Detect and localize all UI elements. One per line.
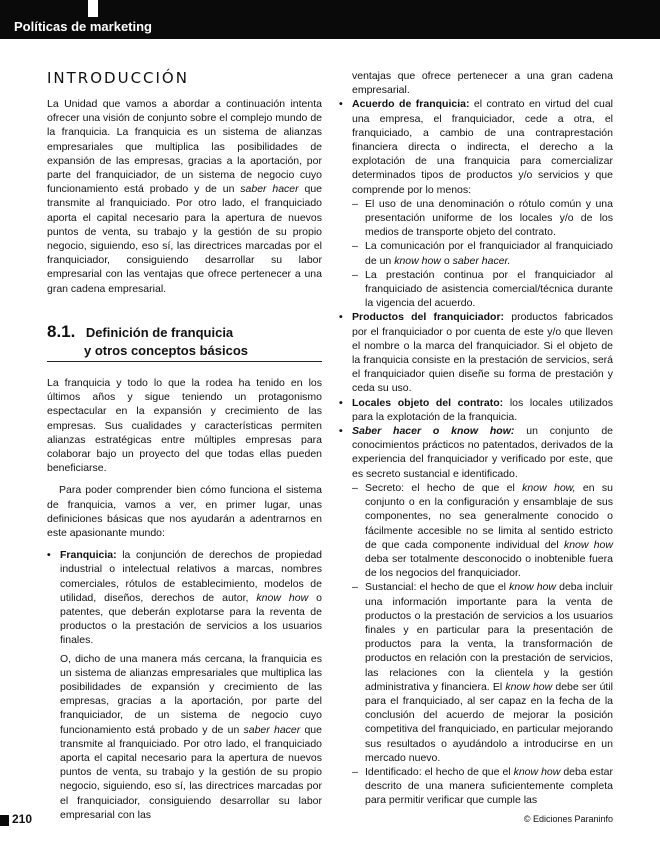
right-body-column [339, 69, 613, 808]
saber-hacer-sublist [352, 481, 613, 808]
definition-locales: • Locales objeto del contrato: los locales utilizados para la explotación de la franquicia. [339, 396, 613, 424]
saber-item-sustancial: – Sustancial: el hecho de que el know how deba incluir una información importante para la venta de productos o la prestación de servicios a los usuarios finales y en particular para la presentación de productos para la venta, la transformación de productos en relación con la prestación de servicios, las relaciones con la clientela y la gestión administrativa y financiera. El know how debe ser útil para el franquiciado, al ser capaz en la fecha de la conclusión del acuerdo de mejorar la posición competitiva del franquiciado, en particular mejorando sus resultados o ayudándolo a introducirse en un mercado nuevo. [352, 580, 613, 765]
publisher-credit: © Ediciones Paraninfo [523, 814, 613, 824]
section-number: 8.1. [47, 322, 76, 341]
saber-item-secreto: – Secreto: el hecho de que el know how, en su conjunto o en la configuración y ensamblaje de sus componentes, no sea generalmente conocido o fácilmente accesible no se limita al sentido estricto de que cada componente individual del know how deba ser totalmente desconocido o inobtenible fuera de los negocios del franquiciador. [352, 481, 613, 580]
definition-saber-hacer: • Saber hacer o know how: un conjunto de conocimientos prácticos no patentados, derivados de la experiencia del franquiciador y verificado por este, que es secreto sustancial e identificado. – Secreto: el hecho de que el know how, en su conjunto o en la configuración y ensamblaje de sus componentes, no sea generalmente conocido o fácilmente accesible no se limita al sentido estricto de que cada componente individual del know how deba ser totalmente desconocido o inobtenible fuera de los negocios del franquiciador. – Sustancial: el hecho de que el know how deba incluir una información importante para la venta de productos o la prestación de servicios a los usuarios finales y en particular para la presentación de productos para la venta, la transformación de productos en relación con la prestación de servicios, las relaciones con la clientela y la gestión administrativa y financiera. El know how debe ser útil para el franquiciado, al ser capaz en la fecha de la conclusión del acuerdo de mejorar la posición competitiva del franquiciado, en particular mejorando sus resultados o ayudándolo a introducirse en un mercado nuevo. – Identificado: el hecho de que el know how deba estar descrito de una manera suficientemente completa para permitir verificar que cumple las [339, 424, 613, 807]
definitions-list-left [47, 548, 322, 822]
footer-marker [0, 815, 9, 826]
left-body-column [47, 376, 322, 822]
intro-heading: INTRODUCCIÓN [47, 69, 189, 87]
section-title-line2: y otros conceptos básicos [84, 343, 248, 358]
saber-item-identificado: – Identificado: el hecho de que el know how deba estar descrito de una manera suficientemente completa para permitir verificar que cumple las [352, 765, 613, 808]
acuerdo-sublist [352, 197, 613, 311]
section-rule [47, 361, 322, 362]
definition-franquicia: • Franquicia: la conjunción de derechos de propiedad industrial o intelectual relativos a marcas, nombres comerciales, rótulos de establecimiento, modelos de utilidad, diseños, derechos de autor, know how o patentes, que deberán explotarse para la reventa de productos o la prestación de servicios a los usuarios finales. O, dicho de una manera más cercana, la franquicia es un sistema de alianzas empresariales que multiplica las posibilidades de expansión y crecimiento de las empresas, gracias a la aportación, por parte del franquiciador, de un sistema de negocio cuyo funcionamiento está probado y de un saber hacer que transmite al franquiciado. Por otro lado, el franquiciado aporta el capital necesario para la apertura de nuevos puntos de venta, su trabajo y la gestión de su propio negocio, siguiendo, eso sí, las directrices marcadas por el franquiciador, consiguiendo desarrollar su labor empresarial con las [47, 548, 322, 822]
definition-productos: • Productos del franquiciador: productos fabricados por el franquiciador o por cuenta de este y/o que lleven el nombre o la marca del franquiciador. Si el objeto de la franquicia consiste en la prestación de servicios, será el franquiciador quien diseñe su forma de prestación y ceda su uso. [339, 310, 613, 395]
header-tab-mark [88, 0, 98, 17]
page-number: 210 [12, 812, 33, 826]
section-heading [47, 322, 322, 360]
acuerdo-item-1: – El uso de una denominación o rótulo común y una presentación uniforme de los locales y/o de los medios de transporte objeto del contrato. [352, 197, 613, 240]
definition-acuerdo: • Acuerdo de franquicia: el contrato en virtud del cual una empresa, el franquiciador, cede a otra, el franquiciado, a cambio de una contraprestación financiera directa o indirecta, el derecho a la explotación de una franquicia para comercializar determinados tipos de productos y/o servicios y que comprende por lo menos: – El uso de una denominación o rótulo común y una presentación uniforme de los locales y/o de los medios de transporte objeto del contrato. – La comunicación por el franquiciador al franquiciado de un know how o saber hacer. – La prestación continua por el franquiciador al franquiciado de asistencia comercial/técnica durante la vigencia del acuerdo. [339, 97, 613, 310]
acuerdo-item-2: – La comunicación por el franquiciador al franquiciado de un know how o saber hacer. [352, 239, 613, 267]
definitions-list-right [339, 97, 613, 807]
intro-column [47, 97, 322, 296]
continued-text: ventajas que ofrece pertenecer a una gran cadena empresarial. [352, 70, 613, 97]
acuerdo-item-3: – La prestación continua por el franquiciador al franquiciado de asistencia comercial/técnica durante la vigencia del acuerdo. [352, 268, 613, 311]
intro-paragraph: La Unidad que vamos a abordar a continuación intenta ofrecer una visión de conjunto sobre el complejo mundo de la franquicia. La franquicia es un sistema de alianzas empresariales que multiplica las posibilidades de expansión de las empresas, gracias a la aportación, por parte del franquiciador, de un sistema de negocio cuyo funcionamiento está probado y de un saber hacer que transmite al franquiciado. Por otro lado, el franquiciado aporta el capital necesario para la apertura de nuevos puntos de venta, su trabajo y la gestión de su propio negocio, siguiendo, eso sí, las directrices marcadas por el franquiciador, consiguiendo desarrollar su labor empresarial con las ventajas que ofrece pertenecer a una gran cadena empresarial. [47, 98, 323, 295]
franquicia-paragraph-2: O, dicho de una manera más cercana, la franquicia es un sistema de alianzas empresariales que multiplica las posibilidades de expansión y crecimiento de las empresas, gracias a la aportación, por parte del franquiciador, de un sistema de negocio cuyo funcionamiento está probado y de un saber hacer que transmite al franquiciado. Por otro lado, el franquiciado aporta el capital necesario para la apertura de nuevos puntos de venta, su trabajo y la gestión de su propio negocio, siguiendo, eso sí, las directrices marcadas por el franquiciador, consiguiendo desarrollar su labor empresarial con las [60, 652, 322, 821]
running-title: Políticas de marketing [14, 19, 152, 34]
running-header-bar [0, 0, 660, 39]
section-title-line1: Definición de franquicia [85, 325, 234, 340]
section-paragraph-1: La franquicia y todo lo que la rodea ha tenido en los últimos años y sigue teniendo un protagonismo espectacular en la expansión y crecimiento de las empresas. Sus cualidades y características permiten alianzas estratégicas entre múltiples empresas para colaborar bajo un proyecto del que todas ellas pueden beneficiarse. [47, 377, 322, 475]
section-paragraph-2: Para poder comprender bien cómo funciona el sistema de franquicia, vamos a ver, en primer lugar, unas definiciones básicas que nos ayudarán a adentrarnos en este apasionante mundo: [47, 484, 322, 540]
